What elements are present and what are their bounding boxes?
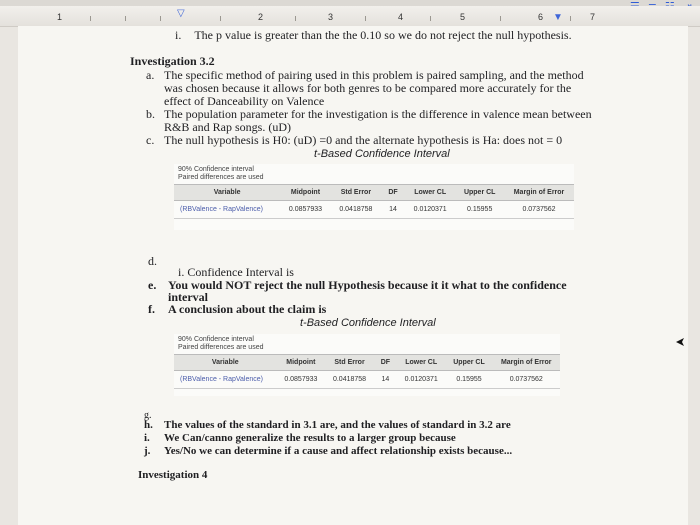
ci-cell: 0.0737562 [504,201,574,219]
item-b-line-1: The population parameter for the investigation is the difference in valence mean between [164,107,592,121]
investigation-4-heading: Investigation 4 [138,469,208,481]
ci-note-confidence: 90% Confidence interval [178,166,254,173]
ci-cell: 0.0418758 [325,371,374,389]
item-d-sub-i: i. Confidence Interval is [178,265,294,279]
ci-cell: 0.0120371 [405,201,455,219]
document-page[interactable] [18,26,688,525]
ci-cell: 0.0857933 [277,371,326,389]
list-number: i. [175,28,182,42]
ci-header: Upper CL [446,355,493,371]
item-j-number: j. [144,445,151,457]
ci-header: Midpoint [277,355,326,371]
table-row [174,201,574,219]
ci-header: Margin of Error [492,355,560,371]
ruler-number: 2 [258,12,264,22]
item-d-number: d. [148,254,157,268]
ruler-number: 4 [398,12,404,22]
ci-cell: 0.15955 [446,371,493,389]
left-indent-marker[interactable]: ▽ [177,8,185,19]
ci-cell-variable: (RBValence - RapValence) [174,371,277,389]
mouse-cursor [676,334,686,344]
ci-header: DF [381,185,405,201]
ci-header: Std Error [325,355,374,371]
ci-cell-variable: (RBValence - RapValence) [174,201,280,219]
ruler-number: 3 [328,12,334,22]
ruler-number: 7 [590,12,596,22]
item-a-line-2: was chosen because it allows for both genres to be compared more accurately for the [164,81,572,95]
ci-header: Upper CL [455,185,504,201]
item-b-number: b. [146,107,155,121]
ci-note-confidence: 90% Confidence interval [178,336,254,343]
ci-output-2 [174,334,560,396]
list-item-i [175,28,572,43]
ci-note-paired: Paired differences are used [178,344,264,351]
ci-cell: 0.0120371 [397,371,446,389]
ci-title-1: t-Based Confidence Interval [314,148,450,160]
item-c-number: c. [146,133,155,147]
ci-cell: 14 [374,371,397,389]
ci-header: Margin of Error [504,185,574,201]
item-e-line-1: You would NOT reject the null Hypothesis because it it what to the confidence [168,278,567,292]
ci-cell: 0.0418758 [331,201,381,219]
item-e-number: e. [148,278,157,292]
ruler-number: 6 [538,12,544,22]
ci-header: Std Error [331,185,381,201]
item-i-text: We Can/canno generalize the results to a larger group because [164,432,456,444]
ci-cell: 0.0857933 [280,201,330,219]
ci-cell: 0.0737562 [492,371,560,389]
investigation-3-2-heading: Investigation 3.2 [130,54,215,68]
list-text: The p value is greater than the the 0.10 so we do not reject the null hypothesis. [194,28,572,42]
right-indent-marker[interactable]: ▼ [553,12,563,23]
ci-cell: 14 [381,201,405,219]
ci-header: Midpoint [280,185,330,201]
ruler-number: 1 [57,12,63,22]
ci-output-1 [174,164,574,230]
item-f-number: f. [148,302,155,316]
item-g-number: g. [144,410,152,421]
item-a-line-3: effect of Danceability on Valence [164,94,325,108]
ci-table-1 [174,184,574,219]
item-i-number: i. [144,432,150,444]
ci-header: DF [374,355,397,371]
ci-table-2 [174,354,560,389]
ci-cell: 0.15955 [455,201,504,219]
ci-header: Variable [174,355,277,371]
item-f-text: A conclusion about the claim is [168,302,327,316]
item-b-line-2: R&B and Rap songs. (uD) [164,120,291,134]
item-c-text: The null hypothesis is H0: (uD) =0 and the alternate hypothesis is Ha: does not = 0 [164,133,563,147]
ruler-number: 5 [460,12,466,22]
ci-header: Lower CL [397,355,446,371]
table-row [174,371,560,389]
item-j-text: Yes/No we can determine if a cause and affect relationship exists because... [164,445,513,457]
item-h-number: h. [144,419,153,431]
item-e-line-2: interval [168,290,208,304]
item-h-text: The values of the standard in 3.1 are, and the values of standard in 3.2 are [164,419,511,431]
ci-header: Variable [174,185,280,201]
ci-title-2: t-Based Confidence Interval [300,317,436,329]
ci-note-paired: Paired differences are used [178,174,264,181]
ci-header: Lower CL [405,185,455,201]
item-a-line-1: The specific method of pairing used in this problem is paired sampling, and the method [164,68,584,82]
item-a-number: a. [146,68,155,82]
ruler[interactable] [0,6,700,27]
